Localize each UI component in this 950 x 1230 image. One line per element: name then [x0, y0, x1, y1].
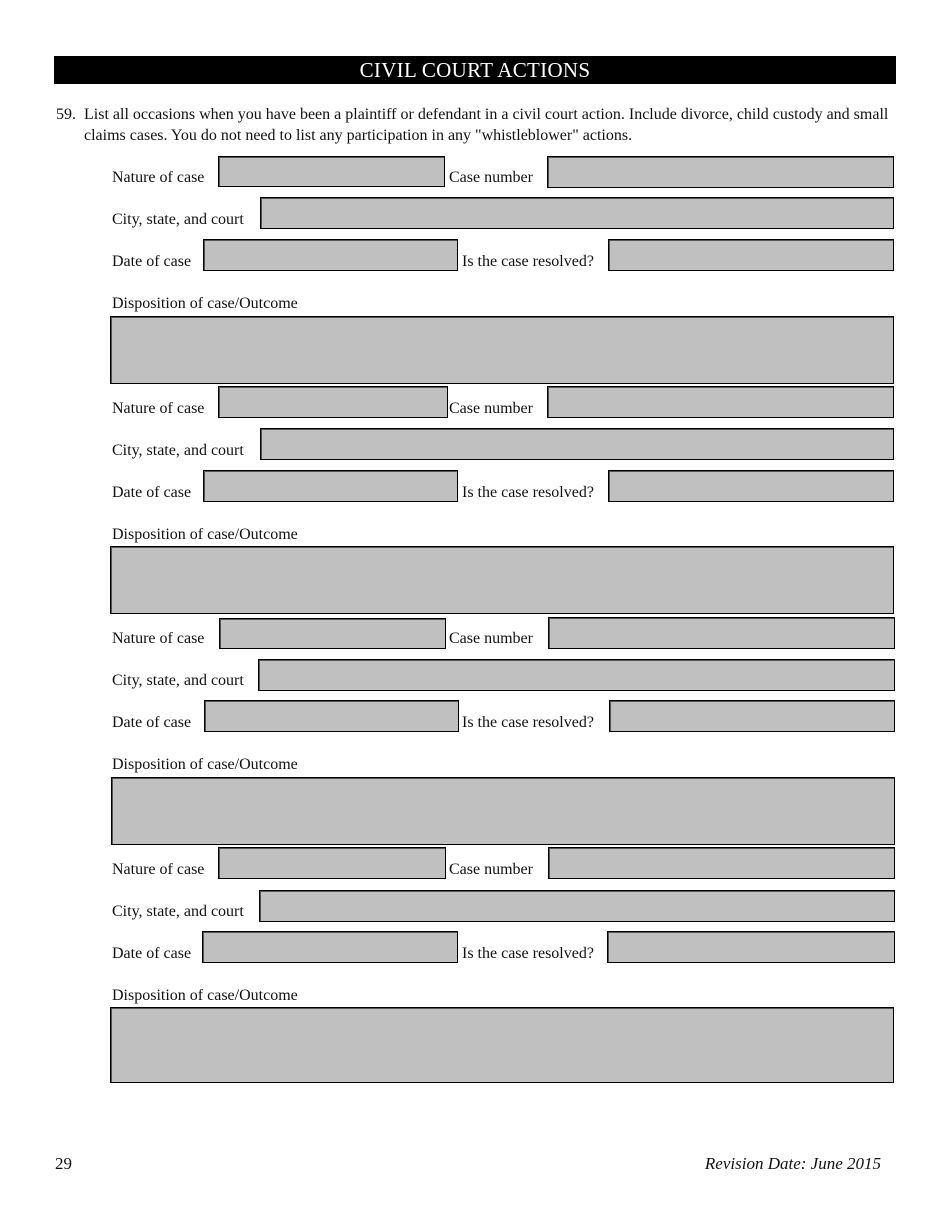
- date-of-case-input-3[interactable]: [205, 701, 458, 731]
- disposition-field-1[interactable]: [110, 316, 894, 384]
- nature-label: Nature of case: [112, 400, 205, 417]
- case-number-label: Case number: [449, 630, 533, 647]
- nature-of-case-field-4[interactable]: [218, 847, 446, 879]
- page-number: 29: [55, 1154, 72, 1173]
- nature-of-case-input-2[interactable]: [219, 387, 447, 417]
- disposition-label: Disposition of case/Outcome: [112, 526, 298, 543]
- date-of-case-input-1[interactable]: [204, 240, 457, 270]
- case-resolved-field-1[interactable]: [608, 239, 894, 271]
- date-label: Date of case: [112, 484, 192, 501]
- resolved-label: Is the case resolved?: [462, 714, 594, 731]
- city-state-court-field-2[interactable]: [260, 428, 894, 460]
- case-number-field-2[interactable]: [547, 386, 894, 418]
- city-state-court-input-1[interactable]: [261, 198, 893, 228]
- nature-label: Nature of case: [112, 861, 205, 878]
- question-number: 59.: [56, 106, 76, 123]
- city-state-court-input-2[interactable]: [261, 429, 893, 459]
- case-resolved-field-4[interactable]: [607, 931, 895, 963]
- case-number-input-3[interactable]: [549, 618, 894, 648]
- city-label: City, state, and court: [112, 672, 244, 689]
- case-number-field-4[interactable]: [548, 847, 895, 879]
- date-of-case-input-2[interactable]: [204, 471, 457, 501]
- case-resolved-input-3[interactable]: [610, 701, 894, 731]
- nature-label: Nature of case: [112, 169, 205, 186]
- resolved-label: Is the case resolved?: [462, 945, 594, 962]
- date-of-case-field-1[interactable]: [203, 239, 458, 271]
- disposition-field-4[interactable]: [110, 1007, 894, 1083]
- case-resolved-input-1[interactable]: [609, 240, 893, 270]
- city-state-court-field-4[interactable]: [259, 890, 895, 922]
- city-label: City, state, and court: [112, 211, 244, 228]
- case-number-field-3[interactable]: [548, 617, 895, 649]
- nature-of-case-field-2[interactable]: [218, 386, 448, 418]
- section-title: CIVIL COURT ACTIONS: [54, 56, 896, 84]
- nature-of-case-field-1[interactable]: [218, 156, 445, 187]
- nature-of-case-field-3[interactable]: [219, 618, 446, 649]
- date-of-case-field-2[interactable]: [203, 470, 458, 502]
- disposition-label: Disposition of case/Outcome: [112, 756, 298, 773]
- case-number-label: Case number: [449, 861, 533, 878]
- date-label: Date of case: [112, 253, 192, 270]
- city-state-court-field-3[interactable]: [258, 659, 895, 691]
- case-resolved-field-3[interactable]: [609, 700, 895, 732]
- date-label: Date of case: [112, 945, 192, 962]
- case-number-label: Case number: [449, 400, 533, 417]
- disposition-field-3[interactable]: [111, 777, 895, 845]
- date-of-case-field-3[interactable]: [204, 700, 459, 732]
- case-number-label: Case number: [449, 169, 533, 186]
- date-of-case-input-4[interactable]: [203, 932, 457, 962]
- city-state-court-input-3[interactable]: [259, 660, 894, 690]
- disposition-label: Disposition of case/Outcome: [112, 987, 298, 1004]
- city-label: City, state, and court: [112, 442, 244, 459]
- nature-label: Nature of case: [112, 630, 205, 647]
- city-state-court-field-1[interactable]: [260, 197, 894, 229]
- case-number-input-2[interactable]: [548, 387, 893, 417]
- disposition-field-2[interactable]: [110, 546, 894, 614]
- case-resolved-input-2[interactable]: [609, 471, 893, 501]
- nature-of-case-input-3[interactable]: [220, 619, 445, 648]
- resolved-label: Is the case resolved?: [462, 484, 594, 501]
- case-number-input-4[interactable]: [549, 848, 894, 878]
- date-label: Date of case: [112, 714, 192, 731]
- disposition-input-2[interactable]: [111, 547, 893, 613]
- case-number-field-1[interactable]: [547, 156, 894, 188]
- disposition-label: Disposition of case/Outcome: [112, 295, 298, 312]
- nature-of-case-input-1[interactable]: [219, 157, 444, 186]
- disposition-input-4[interactable]: [111, 1008, 893, 1082]
- nature-of-case-input-4[interactable]: [219, 848, 445, 878]
- city-label: City, state, and court: [112, 903, 244, 920]
- disposition-input-3[interactable]: [112, 778, 894, 844]
- city-state-court-input-4[interactable]: [260, 891, 894, 921]
- question-text: List all occasions when you have been a plaintiff or defendant in a civil court action. Include divorce, child custody and small claims cases. You do not need to list any participation in any "whistleblower" actions.: [84, 106, 889, 144]
- case-resolved-field-2[interactable]: [608, 470, 894, 502]
- date-of-case-field-4[interactable]: [202, 931, 458, 963]
- resolved-label: Is the case resolved?: [462, 253, 594, 270]
- case-number-input-1[interactable]: [548, 157, 893, 187]
- revision-date: Revision Date: June 2015: [704, 1154, 881, 1173]
- case-resolved-input-4[interactable]: [608, 932, 894, 962]
- disposition-input-1[interactable]: [111, 317, 893, 383]
